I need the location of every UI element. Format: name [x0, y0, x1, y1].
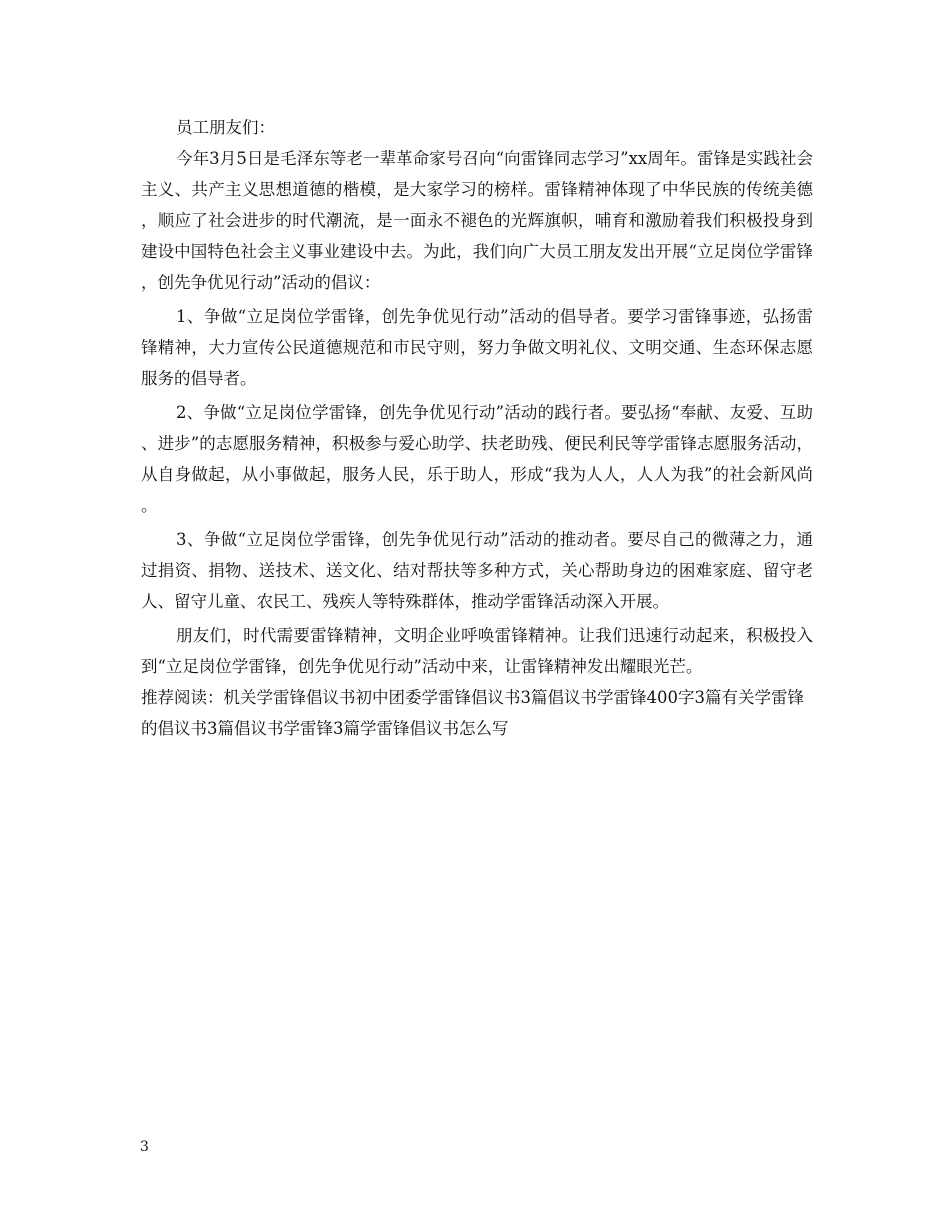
- paragraph-point-3: 3、争做“立足岗位学雷锋，创先争优见行动”活动的推动者。要尽自己的微薄之力，通过捐资、捐物、送技术、送文化、结对帮扶等多种方式，关心帮助身边的困难家庭、留守老人、留守儿童、农民工、残疾人等特殊群体，推动学雷锋活动深入开展。: [141, 530, 813, 611]
- page-number: 3: [140, 1139, 149, 1155]
- paragraph-point-1: 1、争做“立足岗位学雷锋，创先争优见行动”活动的倡导者。要学习雷锋事迹，弘扬雷锋精神，大力宣传公民道德规范和市民守则，努力争做文明礼仪、文明交通、生态环保志愿服务的倡导者。: [141, 307, 813, 388]
- recommended-reading: 推荐阅读：机关学雷锋倡议书初中团委学雷锋倡议书3篇倡议书学雷锋400字3篇有关学雷锋的倡议书3篇倡议书学雷锋3篇学雷锋倡议书怎么写: [141, 688, 804, 738]
- salutation: 员工朋友们：: [176, 118, 275, 137]
- paragraph-point-2: 2、争做“立足岗位学雷锋，创先争优见行动”活动的践行者。要弘扬“奉献、友爱、互助、进步”的志愿服务精神，积极参与爱心助学、扶老助残、便民利民等学雷锋志愿服务活动，从自身做起，从小事做起，服务人民，乐于助人，形成“我为人人，人人为我”的社会新风尚。: [141, 403, 813, 515]
- paragraph-closing: 朋友们，时代需要雷锋精神，文明企业呼唤雷锋精神。让我们迅速行动起来，积极投入到“立足岗位学雷锋，创先争优见行动”活动中来，让雷锋精神发出耀眼光芒。: [141, 626, 813, 676]
- document-body: [141, 112, 813, 744]
- paragraph-intro: 今年3月5日是毛泽东等老一辈革命家号召向“向雷锋同志学习”xx周年。雷锋是实践社会主义、共产主义思想道德的楷模，是大家学习的榜样。雷锋精神体现了中华民族的传统美德，顺应了社会进步的时代潮流，是一面永不褪色的光辉旗帜，哺育和激励着我们积极投身到建设中国特色社会主义事业建设中去。为此，我们向广大员工朋友发出开展“立足岗位学雷锋，创先争优见行动”活动的倡议：: [141, 149, 813, 292]
